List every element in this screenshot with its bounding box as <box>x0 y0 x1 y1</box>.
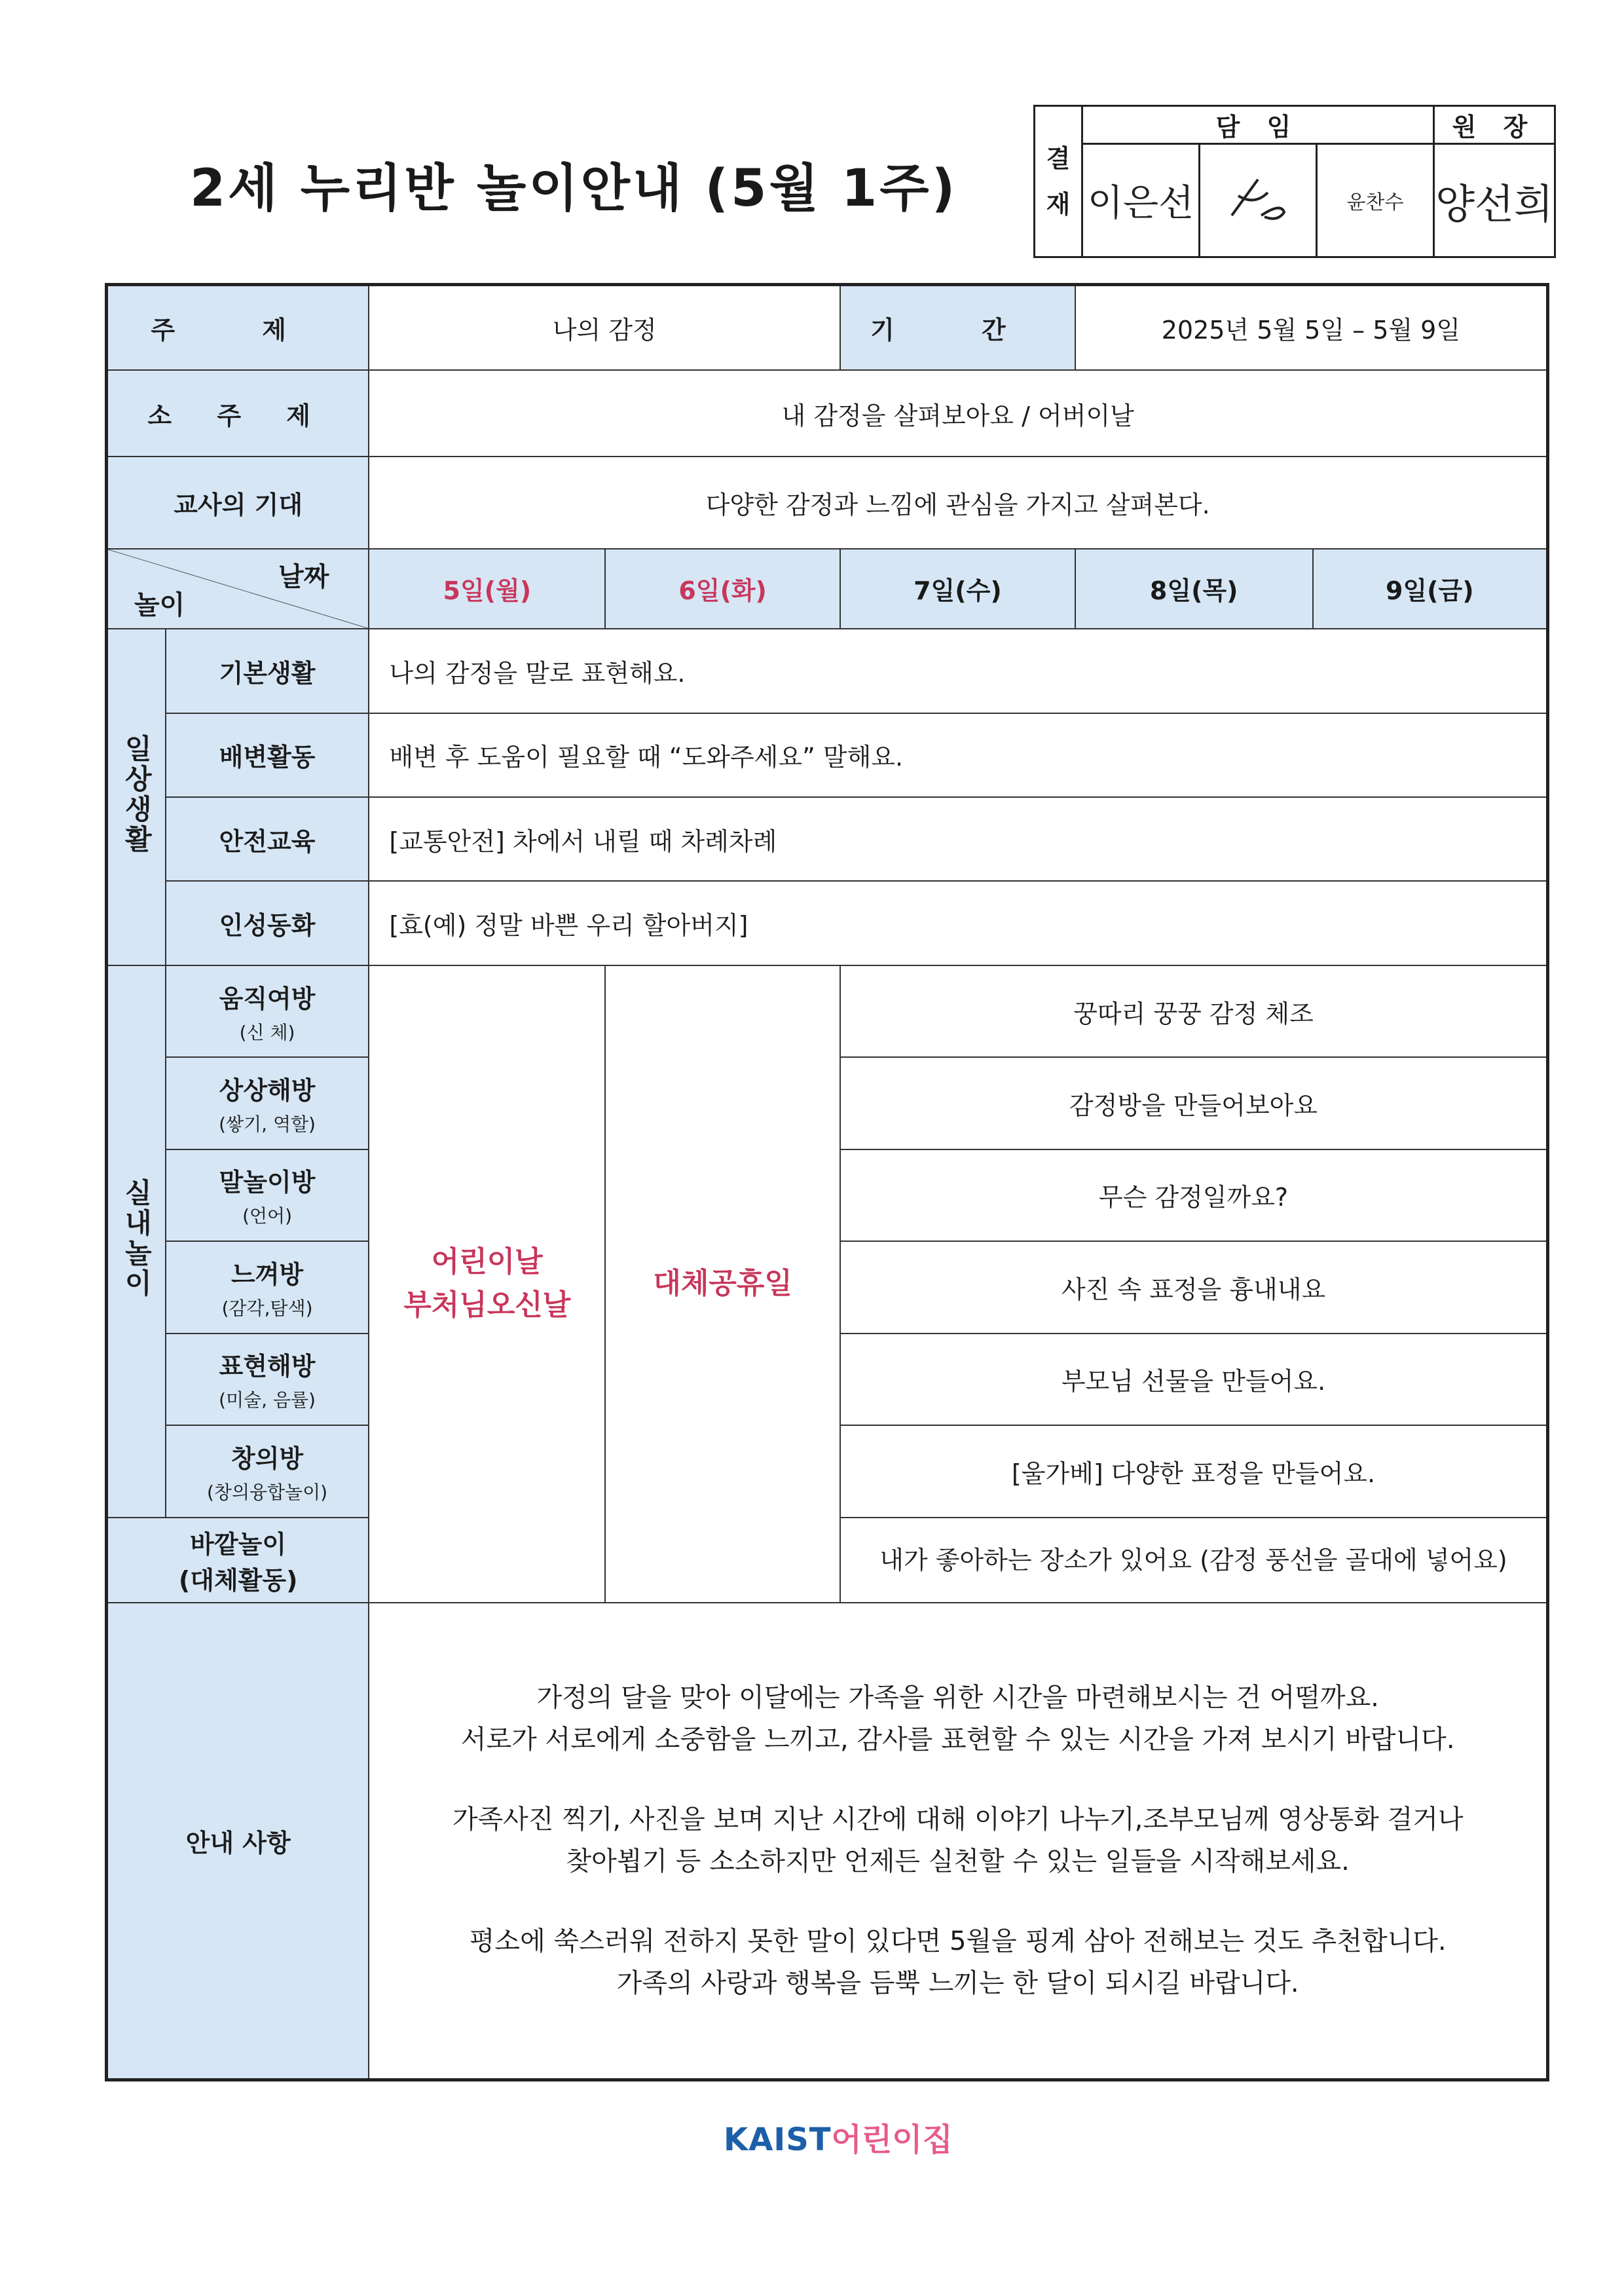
expectation-label: 교사의 기대 <box>107 457 369 548</box>
daily-life-item-label: 배변활동 <box>166 713 369 797</box>
period-label: 기 간 <box>840 285 1075 370</box>
signature-teacher-1: 이은선 <box>1082 144 1200 257</box>
signature-director: 양선희 <box>1434 144 1555 257</box>
notice-line: 가족사진 찍기, 사진을 보며 지난 시간에 대해 이야기 나누기,조부모님께 영상통화 걸거나 <box>452 1804 1464 1835</box>
indoor-room-activity: 사진 속 표정을 흉내내요 <box>840 1241 1547 1333</box>
notice-line: 가정의 달을 맞아 이달에는 가족을 위한 시간을 마련해보시는 건 어떨까요. <box>536 1683 1379 1713</box>
homeroom-label: 담 임 <box>1082 106 1434 144</box>
logo-korean-text: 어린이집 <box>831 2121 953 2158</box>
indoor-room-label: 움직여방 (신 체) <box>166 965 369 1057</box>
logo-kaist-text: KAIST <box>724 2121 832 2158</box>
daily-life-item-value: [효(예) 정말 바쁜 우리 할아버지] <box>369 881 1547 965</box>
indoor-room-activity: 감정방을 만들어보아요 <box>840 1057 1547 1149</box>
holiday-mon: 어린이날 부처님오신날 <box>369 965 605 1603</box>
approval-side-label: 결재 <box>1035 106 1082 257</box>
indoor-play-label: 실내놀이 <box>107 965 166 1518</box>
indoor-room-activity: [울가베] 다양한 표정을 만들어요. <box>840 1425 1547 1517</box>
weekly-plan-table <box>105 283 1549 2081</box>
daily-life-item-value: 배변 후 도움이 필요할 때 “도와주세요” 말해요. <box>369 713 1547 797</box>
director-label: 원 장 <box>1434 106 1555 144</box>
play-label: 놀이 <box>134 590 185 621</box>
theme-value: 나의 감정 <box>369 285 840 370</box>
daily-life-item-value: [교통안전] 차에서 내릴 때 차례차례 <box>369 797 1547 881</box>
approval-box <box>1033 105 1556 258</box>
indoor-room-activity: 부모님 선물을 만들어요. <box>840 1334 1547 1425</box>
signature-teacher-2: 윤찬수 <box>1317 144 1434 257</box>
notice-line: 가족의 사랑과 행복을 듬뿍 느끼는 한 달이 되시길 바랍니다. <box>616 1968 1299 1999</box>
indoor-room-activity: 무슨 감정일까요? <box>840 1149 1547 1241</box>
date-label: 날짜 <box>278 561 329 592</box>
outdoor-play-label: 바깥놀이 (대체활동) <box>107 1518 369 1603</box>
notice-label: 안내 사항 <box>107 1603 369 2080</box>
indoor-room-activity: 꿍따리 꿍꿍 감정 체조 <box>840 965 1547 1057</box>
notice-line: 찾아뵙기 등 소소하지만 언제든 실천할 수 있는 일들을 시작해보세요. <box>566 1846 1350 1877</box>
daily-life-item-value: 나의 감정을 말로 표현해요. <box>369 629 1547 713</box>
day-header-thu: 8일(목) <box>1075 549 1313 629</box>
day-header-mon: 5일(월) <box>369 549 605 629</box>
subtheme-value: 내 감정을 살펴보아요 / 어버이날 <box>369 370 1547 457</box>
handwritten-signature-icon <box>1219 170 1297 229</box>
indoor-room-label: 창의방 (창의융합놀이) <box>166 1425 369 1517</box>
period-value: 2025년 5월 5일 – 5월 9일 <box>1075 285 1548 370</box>
indoor-room-label: 표현해방 (미술, 음률) <box>166 1334 369 1425</box>
notice-line: 서로가 서로에게 소중함을 느끼고, 감사를 표현할 수 있는 시간을 가져 보시기 바랍니다. <box>460 1725 1455 1755</box>
indoor-room-label: 상상해방 (쌓기, 역할) <box>166 1057 369 1149</box>
day-header-fri: 9일(금) <box>1313 549 1548 629</box>
day-header-wed: 7일(수) <box>840 549 1075 629</box>
daily-life-item-label: 인성동화 <box>166 881 369 965</box>
holiday-tue: 대체공휴일 <box>605 965 840 1603</box>
day-header-tue: 6일(화) <box>605 549 840 629</box>
kaist-daycare-logo <box>724 2114 953 2159</box>
date-play-header <box>107 549 369 629</box>
daily-life-item-label: 안전교육 <box>166 797 369 881</box>
outdoor-play-activity: 내가 좋아하는 장소가 있어요 (감정 풍선을 골대에 넣어요) <box>840 1518 1547 1603</box>
daily-life-label: 일상생활 <box>107 629 166 965</box>
page-title: 2세 누리반 놀이안내 (5월 1주) <box>190 159 958 218</box>
subtheme-label: 소 주 제 <box>107 370 369 457</box>
notice-content <box>369 1603 1547 2080</box>
indoor-room-label: 말놀이방 (언어) <box>166 1149 369 1241</box>
indoor-room-label: 느껴방 (감각,탐색) <box>166 1241 369 1333</box>
daily-life-item-label: 기본생활 <box>166 629 369 713</box>
expectation-value: 다양한 감정과 느낌에 관심을 가지고 살펴본다. <box>369 457 1547 548</box>
signature-mark <box>1200 144 1317 257</box>
notice-line: 평소에 쑥스러워 전하지 못한 말이 있다면 5월을 핑계 삼아 전해보는 것도 추천합니다. <box>469 1926 1447 1957</box>
theme-label: 주 제 <box>107 285 369 370</box>
